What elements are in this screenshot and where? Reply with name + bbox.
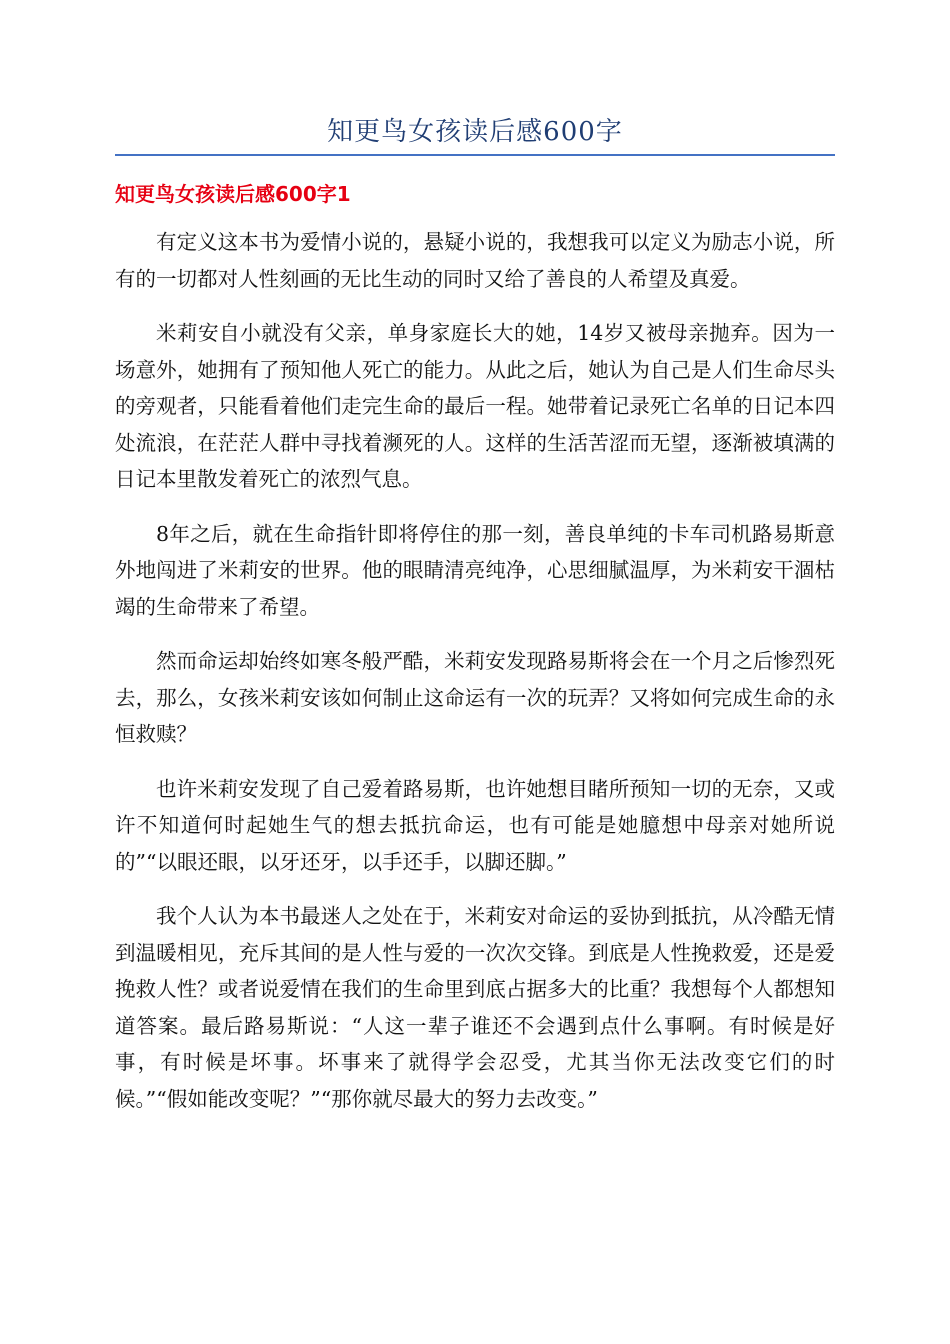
paragraph: 然而命运却始终如寒冬般严酷，米莉安发现路易斯将会在一个月之后惨烈死去，那么，女孩米莉安该如何制止这命运有一次的玩弄？又将如何完成生命的永恒救赎？ <box>115 649 835 746</box>
paragraph: 有定义这本书为爱情小说的，悬疑小说的，我想我可以定义为励志小说，所有的一切都对人性刻画的无比生动的同时又给了善良的人希望及真爱。 <box>115 230 835 291</box>
paragraph: 8年之后，就在生命指针即将停住的那一刻，善良单纯的卡车司机路易斯意外地闯进了米莉安的世界。他的眼睛清亮纯净，心思细腻温厚，为米莉安干涸枯竭的生命带来了希望。 <box>115 521 835 619</box>
title-divider <box>115 154 835 156</box>
body-text <box>115 224 835 1135</box>
section-heading: 知更鸟女孩读后感600字1 <box>115 182 351 206</box>
document-title: 知更鸟女孩读后感600字 <box>327 117 623 147</box>
paragraph: 也许米莉安发现了自己爱着路易斯，也许她想目睹所预知一切的无奈，又或许不知道何时起她生气的想去抵抗命运，也有可能是她臆想中母亲对她所说的”“以眼还眼，以牙还牙，以手还手，以脚还脚。” <box>115 776 835 874</box>
paragraph: 我个人认为本书最迷人之处在于，米莉安对命运的妥协到抵抗，从冷酷无情到温暖相见，充斥其间的是人性与爱的一次次交锋。到底是人性挽救爱，还是爱挽救人性？或者说爱情在我们的生命里到底占据多大的比重？我想每个人都想知道答案。最后路易斯说：“人这一辈子谁还不会遇到点什么事啊。有时候是好事，有时候是坏事。坏事来了就得学会忍受，尤其当你无法改变它们的时候。”“假如能改变呢？”“那你就尽最大的努力去改变。” <box>115 904 835 1111</box>
paragraph: 米莉安自小就没有父亲，单身家庭长大的她，14岁又被母亲抛弃。因为一场意外，她拥有了预知他人死亡的能力。从此之后，她认为自己是人们生命尽头的旁观者，只能看着他们走完生命的最后一程。她带着记录死亡名单的日记本四处流浪，在茫茫人群中寻找着濒死的人。这样的生活苦涩而无望，逐渐被填满的日记本里散发着死亡的浓烈气息。 <box>115 321 835 491</box>
